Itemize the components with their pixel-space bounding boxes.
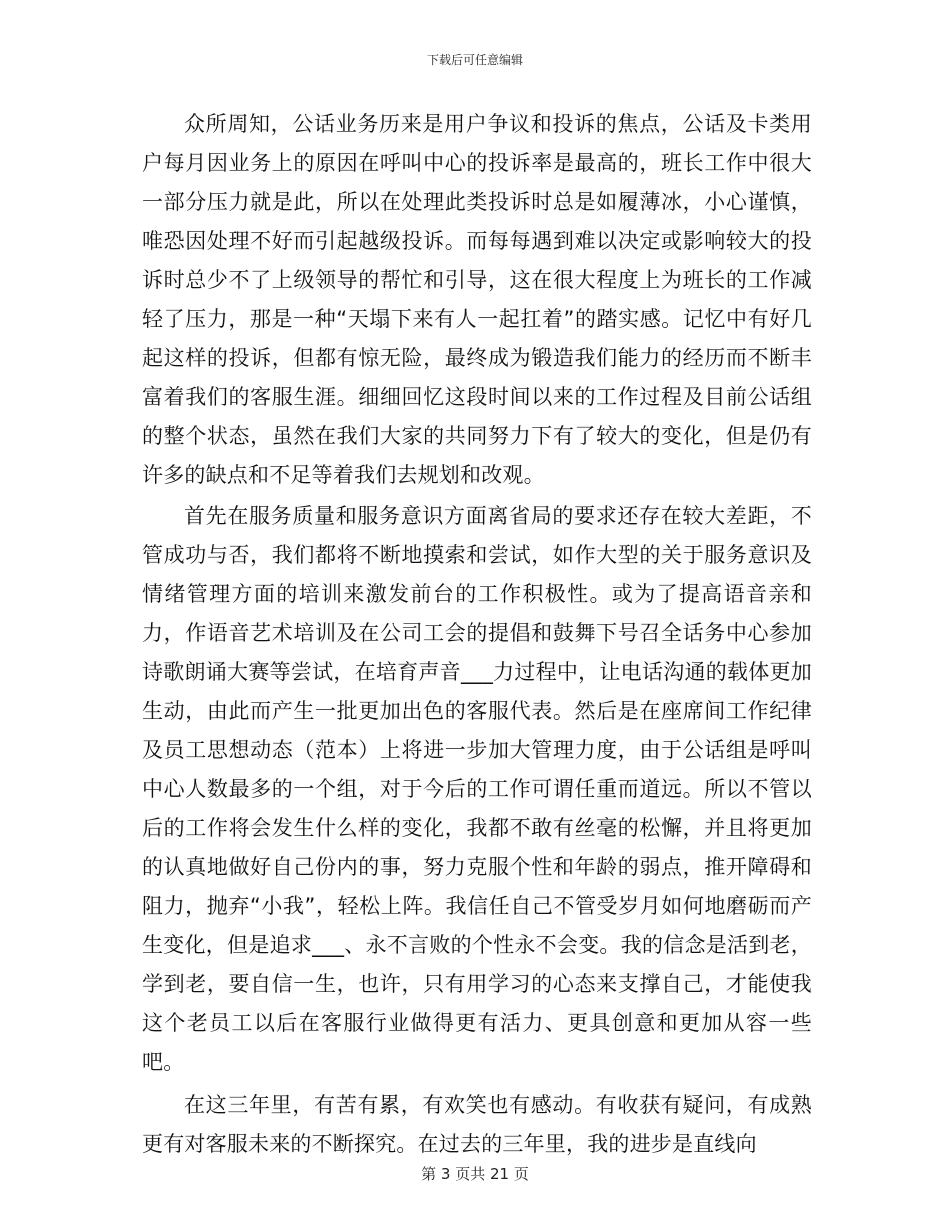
page-number: 第 3 页共 21 页 (421, 1165, 529, 1183)
paragraph-3: 在这三年里，有苦有累，有欢笑也有感动。有收获有疑问，有成熟更有对客服未来的不断探究。在过去的三年里，我的进步是直线向 (142, 1093, 812, 1156)
paragraph-1: 众所周知，公话业务历来是用户争议和投诉的焦点，公话及卡类用户每月因业务上的原因在呼叫中心的投诉率是最高的，班长工作中很大一部分压力就是此，所以在处理此类投诉时总是如履薄冰，小心谨慎，唯恐因处理不好而引起越级投诉。而每每遇到难以决定或影响较大的投诉时总少不了上级领导的帮忙和引导，这在很大程度上为班长的工作减轻了压力，那是一种“天塌下来有人一起扛着”的踏实感。记忆中有好几起这样的投诉，但都有惊无险，最终成为锻造我们能力的经历而不断丰富着我们的客服生涯。细细回忆这段时间以来的工作过程及目前公话组的整个状态，虽然在我们大家的共同努力下有了较大的变化，但是仍有许多的缺点和不足等着我们去规划和改观。 (142, 112, 812, 487)
paragraph-2: 首先在服务质量和服务意识方面离省局的要求还存在较大差距，不管成功与否，我们都将不断地摸索和尝试，如作大型的关于服务意识及情绪管理方面的培训来激发前台的工作积极性。或为了提高语音亲和力，作语音艺术培训及在公司工会的提倡和鼓舞下号召全话务中心参加诗歌朗诵大赛等尝试，在培育声音___力过程中，让电话沟通的载体更加生动，由此而产生一批更加出色的客服代表。然后是在座席间工作纪律及员工思想动态（范本）上将进一步加大管理力度，由于公话组是呼叫中心人数最多的一个组，对于今后的工作可谓任重而道远。所以不管以后的工作将会发生什么样的变化，我都不敢有丝毫的松懈，并且将更加的认真地做好自己份内的事，努力克服个性和年龄的弱点，推开障碍和阻力，抛弃“小我”，轻松上阵。我信任自己不管受岁月如何地磨砺而产生变化，但是追求___、永不言败的个性永不会变。我的信念是活到老，学到老，要自信一生，也许，只有用学习的心态来支撑自己，才能使我这个老员工以后在客服行业做得更有活力、更具创意和更加从容一些吧。 (142, 504, 812, 1074)
page-header: 下载后可任意编辑 (426, 53, 523, 67)
document-body (142, 105, 812, 1164)
